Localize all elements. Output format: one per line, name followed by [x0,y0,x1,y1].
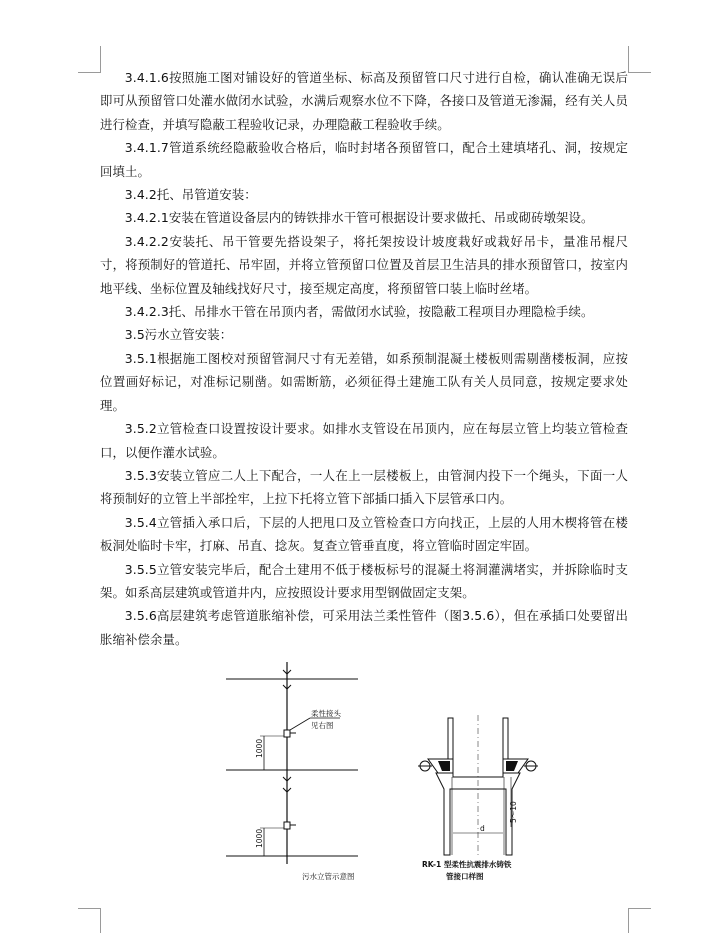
paragraph: 3.4.2.1安装在管道设备层内的铸铁排水干管可根据设计要求做托、吊或砌砖墩架设。 [124,210,594,226]
figure-caption: 管接口样图 [446,872,484,881]
paragraph: 3.5.6高层建筑考虑管道胀缩补偿，可采用法兰柔性管件（图3.5.6），但在承插口处要留出胀缩补偿余量。 [100,608,628,647]
figure-caption: 污水立管示意图 [302,872,355,881]
joint-label: 柔性接头 [311,709,341,718]
riser-schematic-figure [222,660,362,890]
flexible-joint [284,730,290,737]
dimension-label: 1000 [255,828,264,848]
figure-caption: RK-1 型柔性抗震排水铸铁 [422,860,512,869]
paragraph: 3.4.1.6按照施工图对铺设好的管道坐标、标高及预留管口尺寸进行自检，确认准确无误后即可从预留管口处灌水做闭水试验，水满后观察水位不下降，各接口及管道无渗漏，经有关人员进行检查，并填写隐蔽工程验收记录，办理隐蔽工程验收手续。 [100,70,628,132]
paragraph: 3.5污水立管安装： [124,327,233,343]
joint-label: 见右图 [311,721,334,730]
dimension-label: 1000 [255,738,264,758]
paragraph: 3.4.1.7管道系统经隐蔽验收合格后，临时封堵各预留管口，配合土建填堵孔、洞，按规定回填土。 [100,140,628,179]
crop-mark-bottom-left [78,908,101,933]
crop-mark-top-left [78,46,101,73]
paragraph: 3.5.1根据施工图校对预留管洞尺寸有无差错，如系预制混凝土楼板则需剔凿楼板洞，应按位置画好标记，对准标记剔凿。如需断筋，必须征得土建施工队有关人员同意，按规定要求处理。 [100,350,628,413]
paragraph: 3.5.3安装立管应二人上下配合，一人在上一层楼板上，由管洞内投下一个绳头，下面一人将预制好的立管上半部拴牢，上拉下托将立管下部插口插入下层管承口内。 [100,467,628,507]
body-text [100,66,628,651]
paragraph: 3.4.2.2安装托、吊干管要先搭设架子，将托架按设计坡度栽好或栽好吊卡，量准吊棍尺寸，将预制好的管道托、吊牢固，并将立管预留口位置及首层卫生洁具的排水预留管口，按室内地平线、坐标位置及轴线找好尺寸，接至规定高度，将预留管口装上临时丝堵。 [100,233,628,296]
paragraph: 3.4.2.3托、吊排水干管在吊顶内者，需做闭水试验，按隐蔽工程项目办理隐检手续。 [124,304,594,320]
crop-mark-bottom-right [628,908,651,933]
diameter-label: d [480,824,485,833]
paragraph: 3.5.2立管检查口设置按设计要求。如排水支管设在吊顶内，应在每层立管上均装立管检查口，以便作灌水试验。 [100,421,628,460]
riser-schematic-drawing [222,660,362,890]
crop-mark-top-right [628,46,651,73]
paragraph: 3.4.2托、吊管道安装： [124,187,257,203]
paragraph: 3.5.5立管安装完毕后，配合土建用不低于楼板标号的混凝土将洞灌满堵实，并拆除临时支架。如系高层建筑或管道井内，应按照设计要求用型钢做固定支架。 [100,561,628,600]
paragraph: 3.5.4立管插入承口后，下层的人把甩口及立管检查口方向找正，上层的人用木楔将管在楼板洞处临时卡牢，打麻、吊直、捻灰。复查立管垂直度，将立管临时固定牢固。 [100,514,628,554]
flexible-joint [284,822,290,829]
flexible-joint-detail-figure [408,715,548,890]
gap-dimension-label: 5～10 [509,801,518,823]
flexible-joint-detail-drawing [408,715,548,890]
